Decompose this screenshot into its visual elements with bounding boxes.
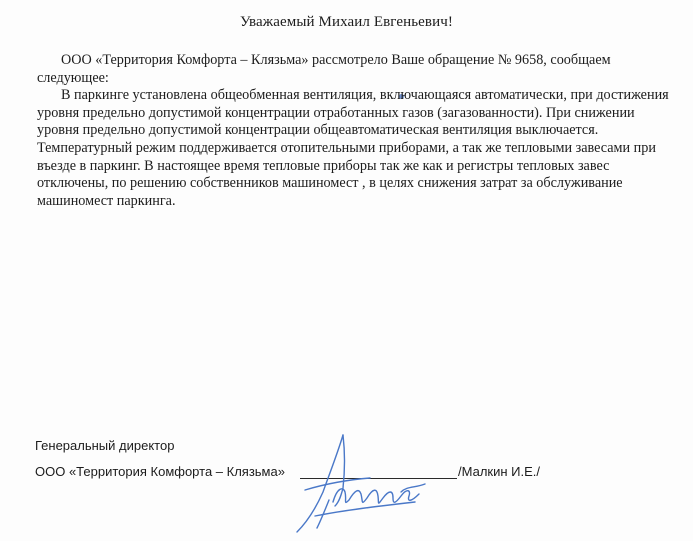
letter-body [37, 52, 669, 210]
signatory-position: Генеральный директор [35, 438, 175, 453]
signatory-organization: ООО «Территория Комфорта – Клязьма» [35, 464, 285, 479]
paragraph-intro: ООО «Территория Комфорта – Клязьма» рассмотрело Ваше обращение № 9658, сообщаем следующее: [37, 52, 611, 86]
signatory-name: /Малкин И.Е./ [458, 464, 540, 479]
handwritten-signature [285, 430, 435, 540]
paragraph-ventilation: В паркинге установлена общеобменная вентиляция, включающаяся автоматически, при достижения уровня предельно допустимой концентрации отработанных газов (загазованности). При снижении уровня предельно допустимой концентрации общеавтоматическая вентиляция выключается. Температурный режим поддерживается отопительными приборами, а так же тепловыми завесами при въезде в паркинг. В настоящее время тепловые приборы так же как и регистры тепловых завес отключены, по решению собственников машиномест , в целях снижения затрат за обслуживание машиномест паркинга. [37, 87, 669, 209]
letter-greeting: Уважаемый Михаил Евгеньевич! [240, 14, 453, 30]
